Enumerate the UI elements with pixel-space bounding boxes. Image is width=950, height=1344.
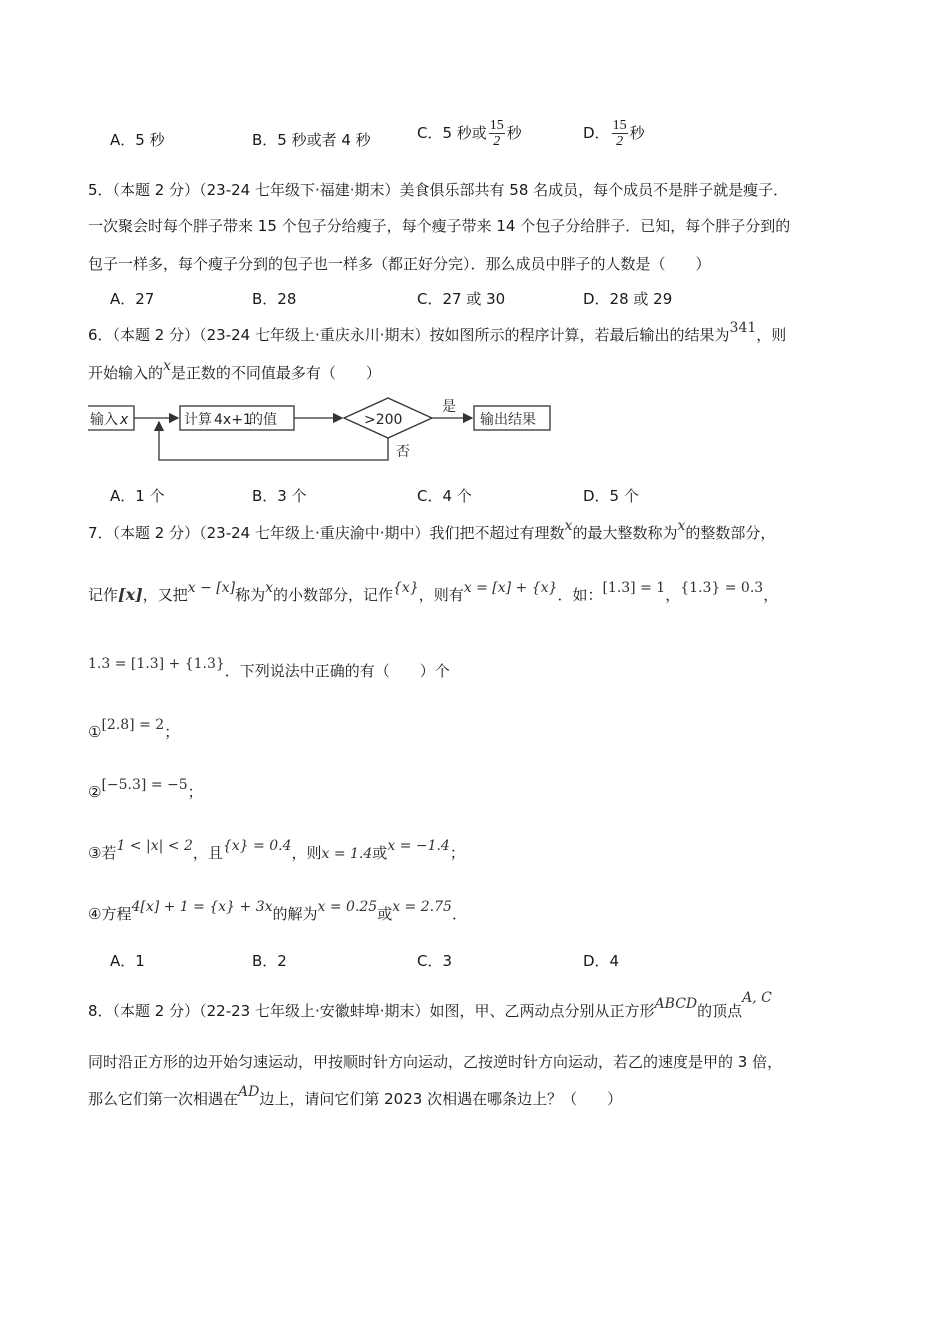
q7-s4-m2: x = 0.25 — [317, 899, 378, 915]
q8-vertices: A, C — [742, 990, 772, 1006]
q6-option-d: D．5 个 — [583, 487, 639, 505]
q7-line-2-g: ， — [665, 586, 681, 604]
q7-option-b: B．2 — [252, 952, 287, 970]
flow-yes-label: 是 — [442, 399, 456, 415]
q7-statement-3 — [88, 838, 465, 864]
q8-line-1-a: 8．（本题 2 分）（22-23 七年级上·安徽蚌埠·期末）如图，甲、乙两动点分别从正方形 — [88, 1002, 655, 1020]
q7-s2-end: ； — [187, 783, 203, 801]
q7-s1-math: [2.8] = 2 — [101, 717, 165, 733]
q4-option-a: A．5 秒 — [110, 131, 165, 149]
q7-s4-c: 或 — [377, 905, 393, 923]
q7-line-2-int-part: [x] — [118, 585, 143, 604]
q7-line-2-c: 称为 — [235, 586, 266, 604]
q7-s4-a: ④方程 — [88, 905, 132, 923]
flow-compute-expr: 4x+1 — [214, 412, 252, 428]
q7-line-1-b: 的最大整数称为 — [572, 524, 678, 542]
q7-statement-1 — [88, 717, 180, 743]
flow-output-label: 输出结果 — [480, 412, 536, 428]
q4-option-d-prefix: D． — [583, 124, 610, 142]
q7-line-2-a: 记作 — [88, 586, 119, 604]
q7-line-2-diff: x − [x] — [187, 580, 236, 596]
q7-s2-math: [−5.3] = −5 — [101, 777, 188, 793]
q4-option-d-num: 15 — [612, 118, 627, 133]
q7-s3-m4: x = −1.4 — [387, 838, 450, 854]
q7-line-3-text: ．下列说法中正确的有（ ）个 — [224, 662, 450, 680]
q7-s4-m3: x = 2.75 — [392, 899, 452, 915]
q7-s3-d: 或 — [372, 844, 388, 862]
q7-line-2-frac-part: {x} — [393, 580, 419, 596]
q7-s3-c: ，则 — [291, 844, 322, 862]
q6-line-2-text: 开始输入的 — [88, 364, 164, 382]
flow-condition: >200 — [364, 412, 403, 428]
q8-side-ad: AD — [238, 1084, 260, 1100]
q5-line-1: 5．（本题 2 分）（23-24 七年级下·福建·期末）美食俱乐部共有 58 名成员，每个成员不是胖子就是瘦子． — [88, 181, 789, 199]
q4-option-c-fraction — [489, 118, 505, 149]
q8-line-1-b: 的顶点 — [697, 1002, 743, 1020]
q7-line-2 — [88, 580, 779, 606]
q4-option-b: B．5 秒或者 4 秒 — [252, 131, 371, 149]
q7-s3-m3: x = 1.4 — [321, 846, 373, 862]
q7-option-a: A．1 — [110, 952, 145, 970]
q7-line-2-d: 的小数部分，记作 — [273, 586, 394, 604]
q7-line-2-example-1: [1.3] = 1 — [602, 580, 666, 596]
q7-line-3-example: 1.3 = [1.3] + {1.3} — [88, 656, 225, 672]
q6-line-1-text: 6．（本题 2 分）（23-24 七年级上·重庆永川·期末）按如图所示的程序计算，若最后输出的结果为 — [88, 326, 730, 344]
q4-option-d-fraction — [612, 118, 628, 149]
q7-statement-2 — [88, 777, 203, 803]
q4-option-c-num: 15 — [489, 118, 504, 133]
q5-option-d: D．28 或 29 — [583, 290, 673, 308]
q7-line-2-example-2: {1.3} = 0.3 — [680, 580, 764, 596]
q7-line-2-b: ，又把 — [142, 586, 188, 604]
q7-statement-4 — [88, 899, 467, 925]
q6-flowchart — [84, 394, 554, 466]
flow-compute-pre: 计算 — [184, 412, 212, 428]
q7-s3-a: ③若 — [88, 844, 117, 862]
q4-option-c — [417, 118, 522, 149]
q7-line-1-x1: x — [564, 518, 573, 534]
q8-square-name: ABCD — [654, 996, 698, 1012]
q7-s4-m1: 4[x] + 1 = {x} + 3x — [131, 899, 273, 915]
q5-option-a: A．27 — [110, 290, 155, 308]
q6-line-1-end: ，则 — [756, 326, 787, 344]
q8-line-3-a: 那么它们第一次相遇在 — [88, 1090, 239, 1108]
q7-s1-num: ① — [88, 723, 102, 741]
q7-s1-end: ； — [164, 723, 180, 741]
q7-line-2-h: ， — [763, 586, 779, 604]
q7-line-3 — [88, 656, 450, 682]
q7-s4-d: ． — [451, 905, 467, 923]
q6-option-c: C．4 个 — [417, 487, 472, 505]
q7-s3-m1: 1 < |x| < 2 — [116, 838, 193, 854]
q7-line-2-x: x — [265, 580, 273, 596]
q7-option-c: C．3 — [417, 952, 453, 970]
q7-line-1-a: 7．（本题 2 分）（23-24 七年级上·重庆渝中·期中）我们把不超过有理数 — [88, 524, 565, 542]
q8-line-2: 同时沿正方形的边开始匀速运动，甲按顺时针方向运动，乙按逆时针方向运动，若乙的速度是甲的 3 倍， — [88, 1053, 783, 1071]
q7-option-d: D．4 — [583, 952, 620, 970]
q7-s4-b: 的解为 — [272, 905, 318, 923]
q7-s2-num: ② — [88, 783, 102, 801]
q6-var-x: x — [163, 358, 171, 374]
q7-line-1-c: 的整数部分， — [685, 524, 776, 542]
q5-option-c: C．27 或 30 — [417, 290, 506, 308]
q8-line-1 — [88, 990, 772, 1022]
q8-line-3-b: 边上，请问它们第 2023 次相遇在哪条边上？（ ） — [259, 1090, 623, 1108]
flow-compute-post: 的值 — [249, 412, 277, 428]
q5-line-2: 一次聚会时每个胖子带来 15 个包子分给瘦子，每个瘦子带来 14 个包子分给胖子．已知，每个胖子分到的 — [88, 217, 791, 235]
q7-line-2-e: ，则有 — [418, 586, 464, 604]
q7-s3-e: ； — [449, 844, 465, 862]
q6-option-b: B．3 个 — [252, 487, 307, 505]
q7-line-1 — [88, 518, 776, 544]
q8-line-3 — [88, 1084, 623, 1110]
q4-option-d-suffix: 秒 — [629, 124, 645, 142]
flow-input-label: 输入 — [90, 412, 118, 428]
q6-line-2-end: 是正数的不同值最多有（ ） — [170, 364, 381, 382]
q7-s3-b: ，且 — [192, 844, 223, 862]
flow-no-label: 否 — [396, 444, 410, 460]
q4-option-c-den: 2 — [493, 134, 501, 149]
q4-option-d-den: 2 — [616, 134, 624, 149]
q4-option-c-prefix: C．5 秒或 — [417, 124, 487, 142]
flow-input-var: x — [120, 412, 129, 428]
q6-line-1 — [88, 320, 787, 346]
q6-line-2 — [88, 358, 381, 384]
q5-option-b: B．28 — [252, 290, 297, 308]
q4-option-d — [583, 118, 645, 149]
q7-s3-m2: {x} = 0.4 — [222, 838, 292, 854]
q5-line-3: 包子一样多，每个瘦子分到的包子也一样多（都正好分完）．那么成员中胖子的人数是（ ） — [88, 255, 711, 273]
q6-result-math: 341 — [729, 320, 757, 336]
q7-line-2-identity: x = [x] + {x} — [463, 580, 558, 596]
q7-line-2-f: ．如： — [557, 586, 603, 604]
q6-option-a: A．1 个 — [110, 487, 165, 505]
q4-option-c-suffix: 秒 — [506, 124, 522, 142]
q7-line-1-x2: x — [677, 518, 686, 534]
